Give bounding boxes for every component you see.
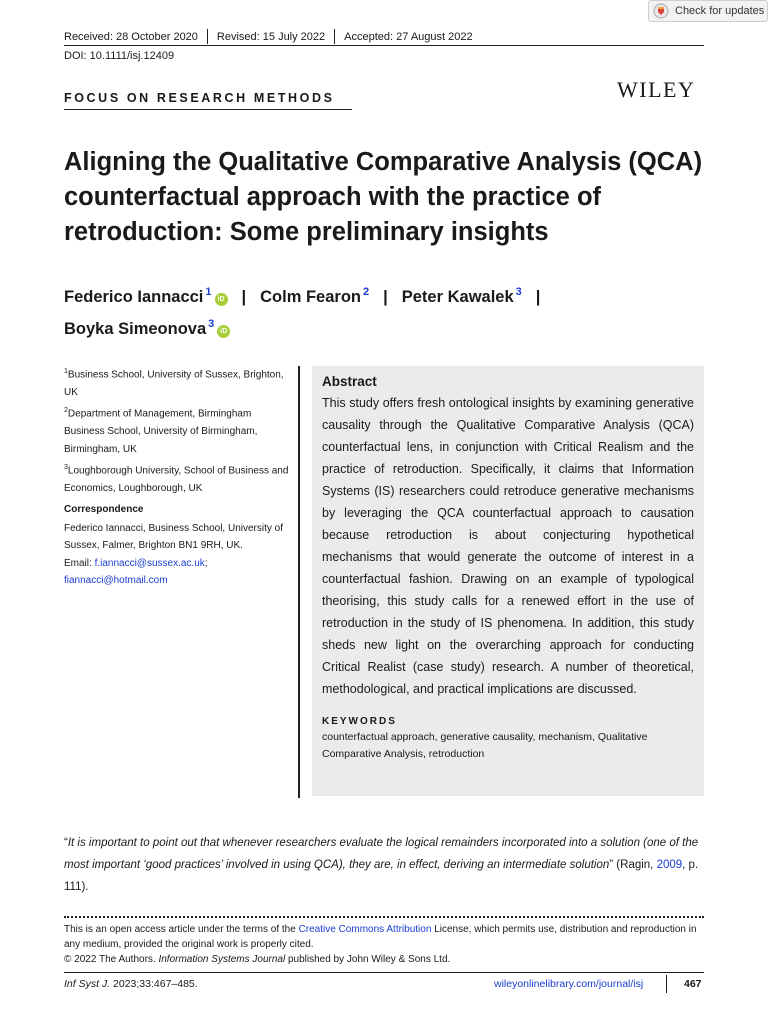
affiliation-text: Loughborough University, School of Business and Economics, Loughborough, UK bbox=[64, 465, 289, 494]
creative-commons-link[interactable]: Creative Commons Attribution bbox=[298, 924, 432, 935]
affiliation bbox=[64, 459, 289, 497]
author-name[interactable]: Colm Fearon bbox=[260, 288, 361, 306]
author-affiliation-marker[interactable]: 3 bbox=[515, 286, 522, 298]
date-divider bbox=[334, 29, 335, 44]
doi[interactable]: DOI: 10.1111/isj.12409 bbox=[64, 50, 175, 62]
article-dates bbox=[64, 29, 473, 44]
epigraph-quote bbox=[64, 832, 704, 898]
affiliation-number: 2 bbox=[64, 407, 68, 415]
email-label: Email: bbox=[64, 557, 95, 569]
author-affiliation-marker[interactable]: 1 bbox=[205, 286, 212, 298]
journal-name: Information Systems Journal bbox=[158, 954, 286, 965]
affiliation-text: Business School, University of Sussex, Brighton, UK bbox=[64, 369, 284, 398]
journal-abbrev: Inf Syst J. bbox=[64, 978, 111, 990]
license-divider bbox=[64, 916, 704, 918]
author-name[interactable]: Boyka Simeonova bbox=[64, 320, 207, 338]
header-rule bbox=[64, 45, 704, 46]
affiliation bbox=[64, 402, 289, 458]
quote-mark: “ bbox=[64, 837, 68, 849]
abstract-heading: Abstract bbox=[322, 374, 377, 389]
section-rule bbox=[64, 109, 352, 110]
affiliation bbox=[64, 363, 289, 401]
keywords-list: counterfactual approach, generative causality, mechanism, Qualitative Comparative Analysis, retroduction bbox=[322, 731, 648, 760]
affiliation-number: 1 bbox=[64, 368, 68, 375]
correspondence-heading: Correspondence bbox=[64, 504, 144, 516]
correspondence-address: Federico Iannacci, Business School, University of Sussex, Falmer, Brighton BN1 9RH, UK. bbox=[64, 522, 283, 552]
journal-url-link[interactable]: wileyonlinelibrary.com/journal/isj bbox=[494, 978, 644, 990]
author-separator: | bbox=[535, 288, 541, 306]
correspondence-text bbox=[64, 520, 289, 590]
update-badge-icon bbox=[653, 3, 669, 19]
column-divider bbox=[298, 366, 300, 798]
copyright-text: © 2022 The Authors. bbox=[64, 954, 159, 965]
author-separator: | bbox=[241, 288, 247, 306]
license-text: This is an open access article under the terms of the bbox=[64, 924, 299, 935]
accepted-date: Accepted: 27 August 2022 bbox=[344, 30, 473, 43]
article-title: Aligning the Qualitative Comparative Analysis (QCA) counterfactual approach with the practice of retroduction: Some preliminary insights bbox=[64, 148, 703, 246]
orcid-icon[interactable]: iD bbox=[217, 325, 230, 338]
author-separator: | bbox=[383, 288, 388, 306]
check-for-updates-label: Check for updates bbox=[675, 5, 765, 17]
citation-text: , p. 111). bbox=[64, 859, 699, 893]
keywords-heading: KEYWORDS bbox=[322, 716, 397, 727]
abstract-text: This study offers fresh ontological insights by examining generative causality through the Qualitative Comparative Analysis (QCA) counterfactual lens, in conjunction with Critical Realism and the practice of retroduction. Specifically, it claims that Information Systems (IS) researchers could retroduce generative mechanisms by leveraging the QCA counterfactual approach to causation because retroduction is about conjecturing hypothetical mechanisms that would generate the outcome of interest in a counterfactual fashion. Drawing on an example of typological theorising, this study calls for a renewed effort in the use of retroduction in the study of IS phenomena. In addition, this study sheds new light on the overarching approach for conducting Critical Realist (case study) research. A number of theoretical, methodological, and practical implications are discussed. bbox=[322, 396, 694, 696]
page-number: 467 bbox=[684, 978, 702, 990]
publisher-logo: WILEY bbox=[617, 77, 696, 102]
received-date: Received: 28 October 2020 bbox=[64, 30, 198, 43]
check-for-updates-button[interactable] bbox=[648, 0, 768, 22]
section-label: FOCUS ON RESEARCH METHODS bbox=[64, 91, 335, 105]
quote-text: It is important to point out that whenever researchers evaluate the logical remainders incorporated into a solution (one of the most important ‘good practices’ involved in using QCA), they are, in effect, deriving an intermediate solution bbox=[64, 837, 699, 871]
volume-pages: 2023;33:467–485. bbox=[110, 978, 198, 990]
footer-divider bbox=[666, 975, 667, 993]
email-link[interactable]: fiannacci@hotmail.com bbox=[64, 575, 168, 587]
abstract-box bbox=[312, 366, 704, 796]
citation-text: (Ragin, bbox=[613, 859, 657, 871]
date-divider bbox=[207, 29, 208, 44]
email-link[interactable]: f.iannacci@sussex.ac.uk bbox=[94, 557, 205, 569]
affiliations bbox=[64, 363, 289, 591]
author-list bbox=[64, 279, 704, 343]
author-name[interactable]: Federico Iannacci bbox=[64, 288, 204, 306]
author-affiliation-marker[interactable]: 2 bbox=[363, 286, 370, 298]
revised-date: Revised: 15 July 2022 bbox=[216, 30, 326, 43]
journal-citation bbox=[64, 978, 198, 990]
orcid-icon[interactable]: iD bbox=[215, 293, 228, 306]
license-notice bbox=[64, 922, 704, 967]
author-affiliation-marker[interactable]: 3 bbox=[208, 318, 215, 330]
email-separator: ; bbox=[204, 557, 208, 569]
quote-mark: ” bbox=[609, 859, 614, 871]
citation-link[interactable]: 2009 bbox=[656, 859, 683, 871]
footer-rule bbox=[64, 972, 704, 973]
affiliation-number: 3 bbox=[64, 464, 68, 472]
affiliation-text: Department of Management, Birmingham Business School, University of Birmingham, Birmingham, UK bbox=[64, 408, 258, 455]
author-name[interactable]: Peter Kawalek bbox=[401, 288, 514, 306]
copyright-text: published by John Wiley & Sons Ltd. bbox=[285, 954, 451, 965]
license-text: License, which permits use, distribution and reproduction in any medium, provided the original work is properly cited. bbox=[64, 924, 697, 950]
